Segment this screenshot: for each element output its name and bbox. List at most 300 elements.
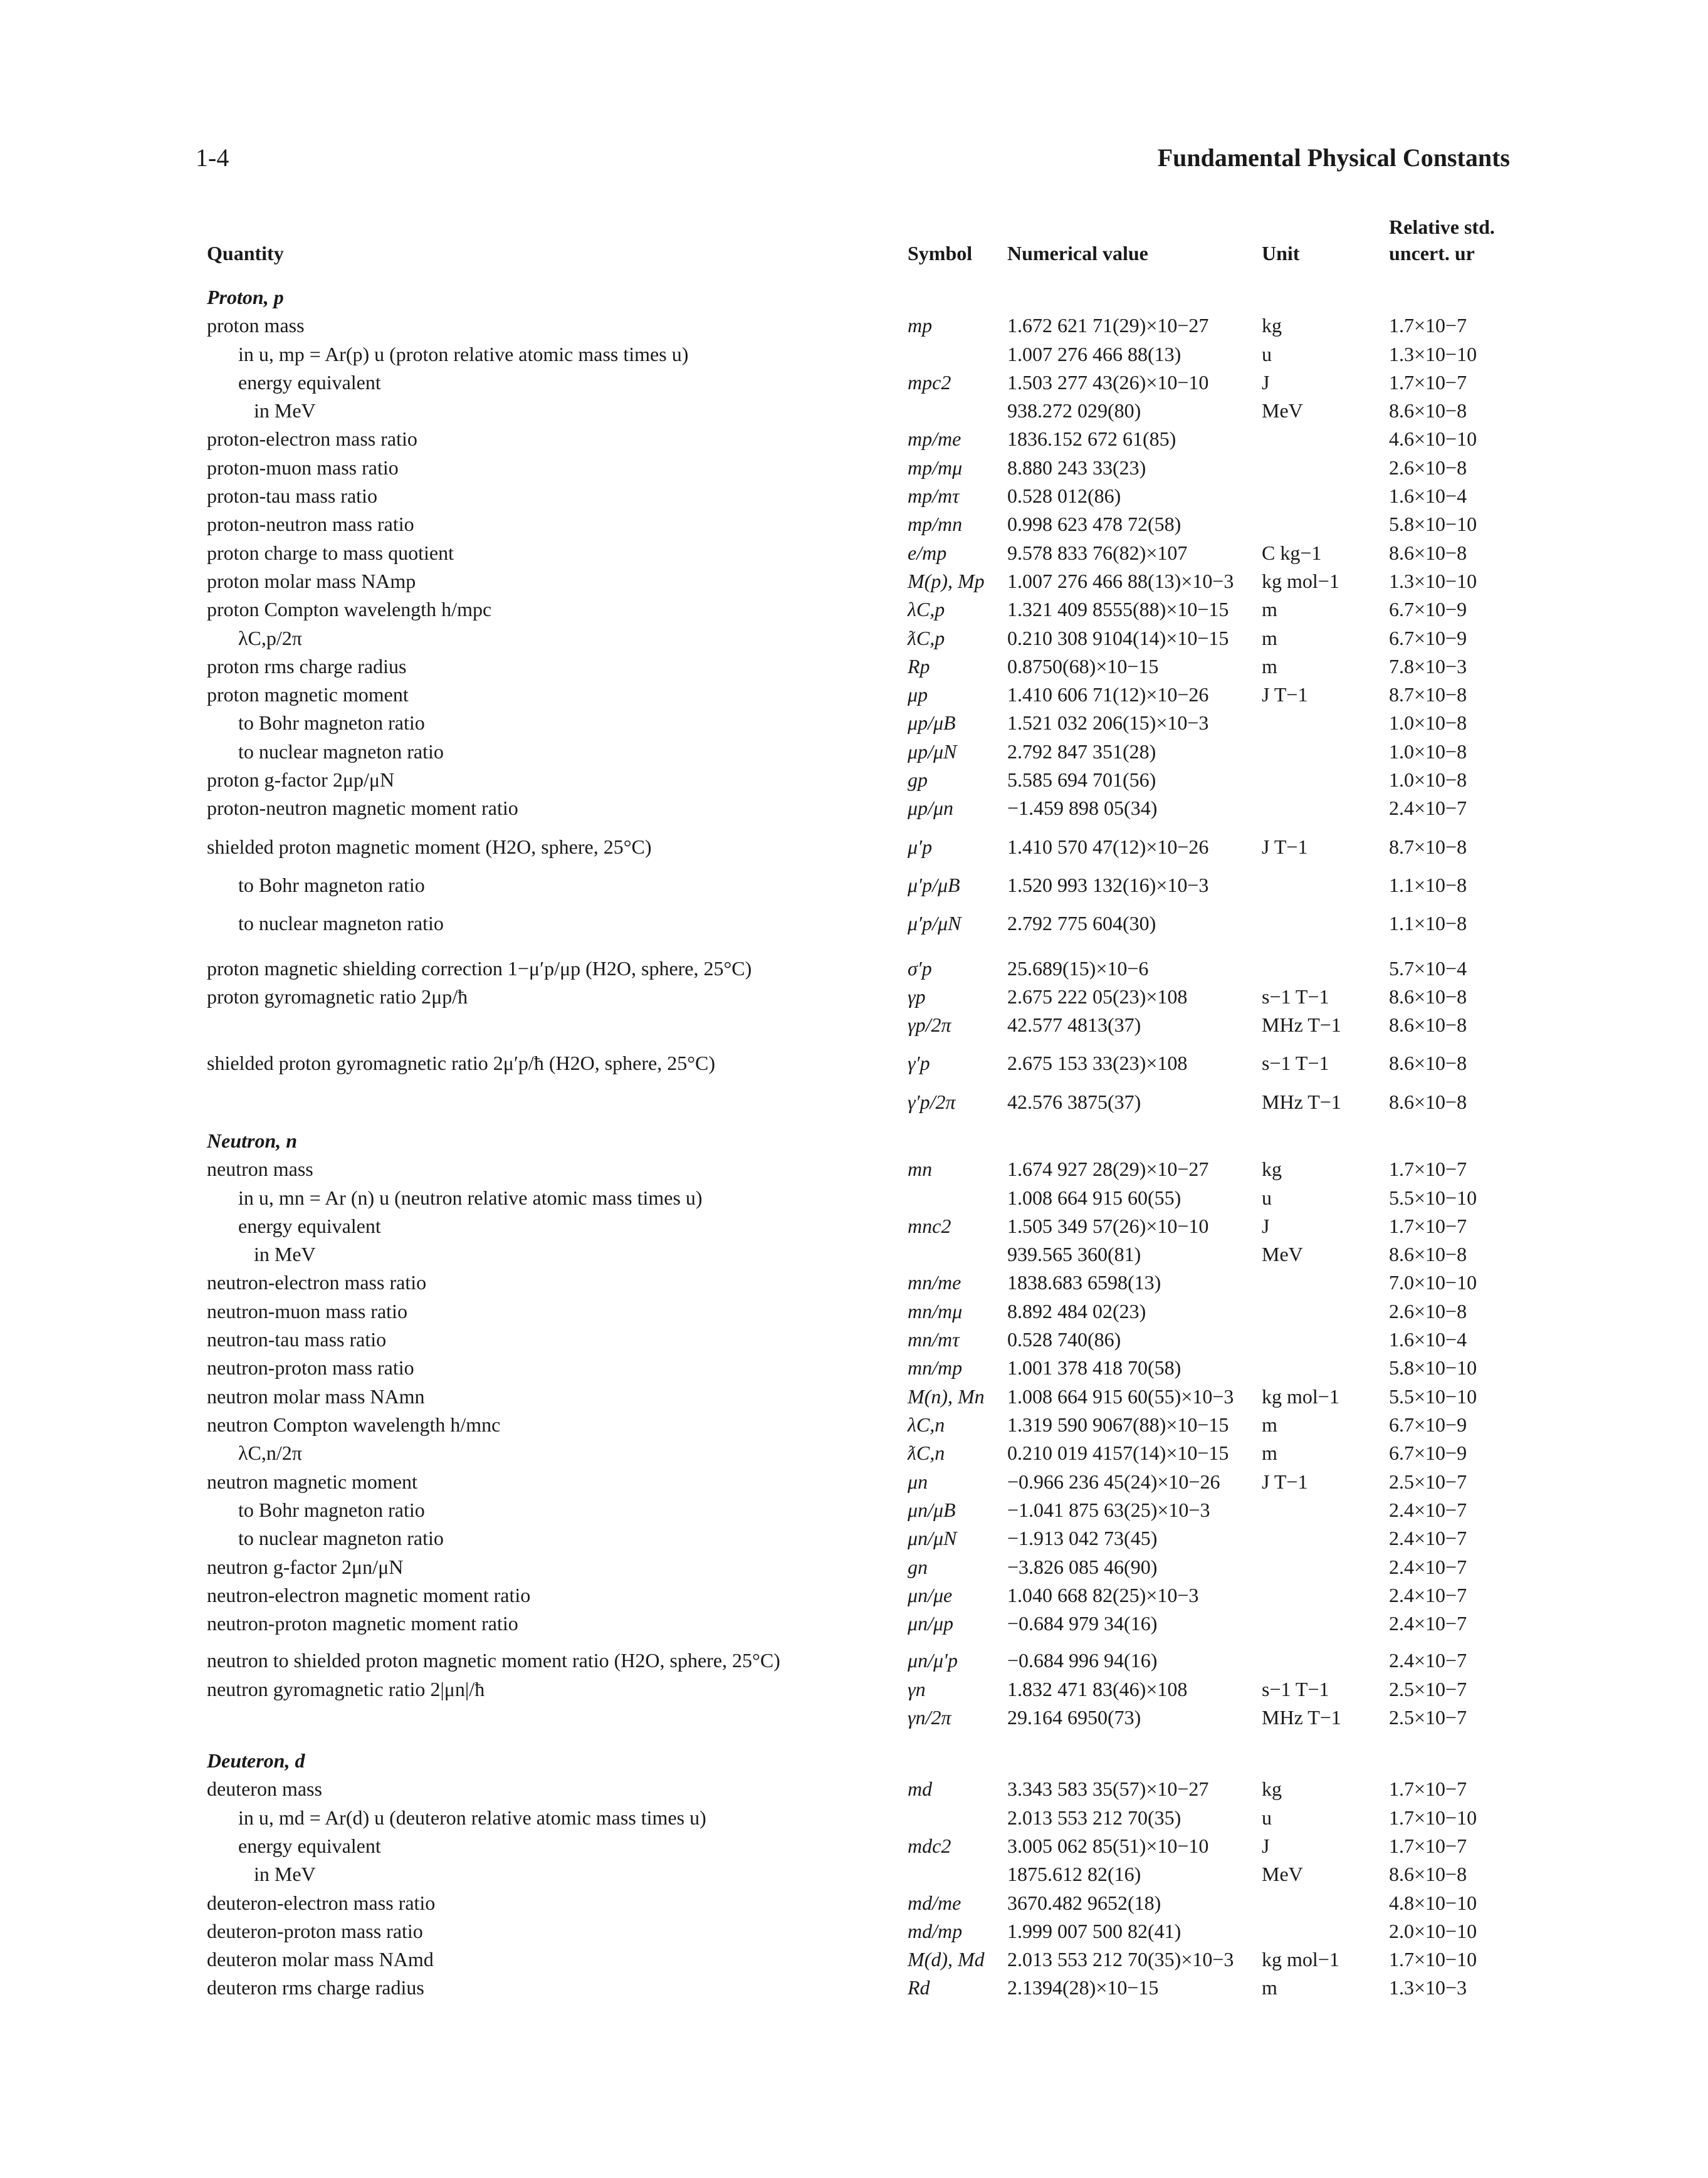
table-row — [0, 425, 1708, 453]
uncertainty-cell: 2.6×10−8 — [1389, 1300, 1467, 1322]
table-row — [0, 1297, 1708, 1325]
quantity-cell: in u, mn = Ar (n) u (neutron relative atomic mass times u) — [238, 1186, 703, 1209]
quantity-cell: in MeV — [254, 1863, 316, 1885]
value-cell: 2.1394(28)×10−15 — [1007, 1976, 1159, 1999]
table-row — [0, 1496, 1708, 1524]
quantity-cell: proton-electron mass ratio — [207, 427, 417, 450]
value-cell: 1.410 606 71(12)×10−26 — [1007, 683, 1209, 706]
value-cell: 3.005 062 85(51)×10−10 — [1007, 1835, 1209, 1857]
quantity-cell: in u, mp = Ar(p) u (proton relative atomic mass times u) — [238, 343, 689, 365]
unit-cell: m — [1262, 598, 1277, 620]
value-cell: 0.528 740(86) — [1007, 1328, 1121, 1351]
quantity-cell: proton-tau mass ratio — [207, 484, 377, 507]
value-cell: 1.410 570 47(12)×10−26 — [1007, 835, 1209, 858]
symbol-cell: md — [908, 1777, 933, 1800]
value-cell: 1.008 664 915 60(55) — [1007, 1186, 1181, 1209]
value-cell: 1875.612 82(16) — [1007, 1863, 1141, 1885]
value-cell: 3670.482 9652(18) — [1007, 1892, 1161, 1914]
quantity-cell: neutron magnetic moment — [207, 1470, 417, 1493]
quantity-cell: deuteron mass — [207, 1777, 322, 1800]
symbol-cell: μp — [908, 683, 928, 706]
uncertainty-cell: 6.7×10−9 — [1389, 1442, 1467, 1464]
value-cell: 2.792 775 604(30) — [1007, 912, 1156, 935]
header-uncert-line2: uncert. ur — [1389, 242, 1475, 264]
quantity-cell: neutron-electron magnetic moment ratio — [207, 1584, 531, 1606]
quantity-cell: in MeV — [254, 399, 316, 422]
uncertainty-cell: 8.6×10−8 — [1389, 542, 1467, 564]
unit-cell: MeV — [1262, 1863, 1303, 1885]
quantity-cell: neutron molar mass NAmn — [207, 1385, 425, 1408]
quantity-cell: in MeV — [254, 1243, 316, 1265]
table-row — [0, 1974, 1708, 2001]
symbol-cell: μn/μN — [908, 1527, 957, 1549]
symbol-cell: μn/μp — [908, 1612, 954, 1635]
symbol-cell: mn/mμ — [908, 1300, 963, 1322]
table-row — [0, 709, 1708, 736]
symbol-cell: mn/me — [908, 1271, 961, 1294]
symbol-cell: ƛC,p — [908, 627, 945, 649]
table-row — [0, 1088, 1708, 1116]
quantity-cell: deuteron rms charge radius — [207, 1976, 424, 1999]
uncertainty-cell: 5.7×10−4 — [1389, 957, 1467, 980]
value-cell: 8.880 243 33(23) — [1007, 456, 1146, 479]
table-row — [0, 1411, 1708, 1438]
unit-cell: u — [1262, 1186, 1272, 1209]
table-row — [0, 539, 1708, 567]
unit-cell: MeV — [1262, 399, 1303, 422]
header-unit: Unit — [1262, 242, 1300, 264]
table-row — [0, 1269, 1708, 1296]
unit-cell: MeV — [1262, 1243, 1303, 1265]
unit-cell: J — [1262, 1215, 1270, 1237]
symbol-cell: μn/μB — [908, 1499, 956, 1521]
value-cell: 1.001 378 418 70(58) — [1007, 1356, 1181, 1379]
table-row — [0, 1468, 1708, 1495]
quantity-cell: neutron mass — [207, 1158, 313, 1180]
uncertainty-cell: 1.6×10−4 — [1389, 1328, 1467, 1351]
unit-cell: m — [1262, 655, 1277, 678]
uncertainty-cell: 6.7×10−9 — [1389, 627, 1467, 649]
uncertainty-cell: 8.6×10−8 — [1389, 1243, 1467, 1265]
quantity-cell: to Bohr magneton ratio — [238, 711, 425, 734]
quantity-cell: deuteron-proton mass ratio — [207, 1920, 423, 1942]
unit-cell: MHz T−1 — [1262, 1706, 1341, 1729]
quantity-cell: proton magnetic moment — [207, 683, 409, 706]
table-row — [0, 1553, 1708, 1581]
uncertainty-cell: 7.0×10−10 — [1389, 1271, 1477, 1294]
table-row — [0, 624, 1708, 652]
value-cell: 1.503 277 43(26)×10−10 — [1007, 371, 1209, 394]
uncertainty-cell: 1.3×10−3 — [1389, 1976, 1467, 1999]
quantity-cell: proton-muon mass ratio — [207, 456, 399, 479]
quantity-cell: in u, md = Ar(d) u (deuteron relative atomic mass times u) — [238, 1806, 706, 1829]
uncertainty-cell: 8.6×10−8 — [1389, 1863, 1467, 1885]
uncertainty-cell: 1.7×10−10 — [1389, 1948, 1477, 1971]
uncertainty-cell: 4.6×10−10 — [1389, 427, 1477, 450]
uncertainty-cell: 2.4×10−7 — [1389, 1499, 1467, 1521]
value-cell: 1.007 276 466 88(13) — [1007, 343, 1181, 365]
unit-cell: s−1 T−1 — [1262, 985, 1329, 1008]
value-cell: −0.684 996 94(16) — [1007, 1649, 1158, 1672]
value-cell: 2.675 153 33(23)×108 — [1007, 1052, 1188, 1074]
quantity-cell: neutron-proton mass ratio — [207, 1356, 414, 1379]
symbol-cell: μ′p/μB — [908, 874, 960, 896]
symbol-cell: μp/μN — [908, 740, 957, 763]
quantity-cell: to nuclear magneton ratio — [238, 912, 444, 935]
value-cell: 1838.683 6598(13) — [1007, 1271, 1161, 1294]
symbol-cell: M(p), Mp — [908, 570, 985, 592]
quantity-cell: proton magnetic shielding correction 1−μ′p/μp (H2O, sphere, 25°C) — [207, 957, 752, 980]
symbol-cell: ƛC,n — [908, 1442, 945, 1464]
value-cell: 0.998 623 478 72(58) — [1007, 513, 1181, 535]
symbol-cell: mp/mμ — [908, 456, 963, 479]
value-cell: −0.684 979 34(16) — [1007, 1612, 1158, 1635]
uncertainty-cell: 6.7×10−9 — [1389, 1413, 1467, 1436]
unit-cell: J T−1 — [1262, 1470, 1308, 1493]
quantity-cell: proton Compton wavelength h/mpc — [207, 598, 492, 620]
uncertainty-cell: 7.8×10−3 — [1389, 655, 1467, 678]
value-cell: 42.577 4813(37) — [1007, 1013, 1141, 1036]
symbol-cell: μ′p/μN — [908, 912, 961, 935]
quantity-cell: neutron-muon mass ratio — [207, 1300, 407, 1322]
table-row — [0, 454, 1708, 481]
table-row — [0, 871, 1708, 899]
symbol-cell: mp/me — [908, 427, 961, 450]
uncertainty-cell: 5.8×10−10 — [1389, 1356, 1477, 1379]
quantity-cell: proton gyromagnetic ratio 2μp/ħ — [207, 985, 468, 1008]
value-cell: 1.007 276 466 88(13)×10−3 — [1007, 570, 1234, 592]
quantity-cell: shielded proton gyromagnetic ratio 2μ′p/ħ (H2O, sphere, 25°C) — [207, 1052, 715, 1074]
quantity-cell: proton g-factor 2μp/μN — [207, 768, 395, 791]
table-row — [0, 1184, 1708, 1212]
value-cell: 1.040 668 82(25)×10−3 — [1007, 1584, 1199, 1606]
uncertainty-cell: 2.4×10−7 — [1389, 1556, 1467, 1578]
uncertainty-cell: 5.5×10−10 — [1389, 1385, 1477, 1408]
unit-cell: J T−1 — [1262, 683, 1308, 706]
uncertainty-cell: 1.7×10−7 — [1389, 314, 1467, 337]
table-row — [0, 595, 1708, 623]
symbol-cell: mp/mn — [908, 513, 963, 535]
quantity-cell: neutron-proton magnetic moment ratio — [207, 1612, 518, 1635]
unit-cell: kg mol−1 — [1262, 570, 1339, 592]
value-cell: −0.966 236 45(24)×10−26 — [1007, 1470, 1220, 1493]
value-cell: 0.8750(68)×10−15 — [1007, 655, 1159, 678]
quantity-cell: neutron-tau mass ratio — [207, 1328, 387, 1351]
unit-cell: MHz T−1 — [1262, 1091, 1341, 1113]
quantity-cell: proton-neutron mass ratio — [207, 513, 414, 535]
unit-cell: u — [1262, 343, 1272, 365]
value-cell: 0.210 308 9104(14)×10−15 — [1007, 627, 1229, 649]
quantity-cell: energy equivalent — [238, 1215, 381, 1237]
header-symbol: Symbol — [908, 242, 973, 264]
table-row — [0, 1832, 1708, 1860]
quantity-cell: proton rms charge radius — [207, 655, 407, 678]
uncertainty-cell: 1.3×10−10 — [1389, 570, 1477, 592]
symbol-cell: md/me — [908, 1892, 961, 1914]
uncertainty-cell: 1.7×10−7 — [1389, 1215, 1467, 1237]
symbol-cell: M(d), Md — [908, 1948, 985, 1971]
value-cell: 9.578 833 76(82)×107 — [1007, 542, 1188, 564]
table-row — [0, 1011, 1708, 1039]
symbol-cell: mnc2 — [908, 1215, 951, 1237]
uncertainty-cell: 1.1×10−8 — [1389, 874, 1467, 896]
value-cell: 0.210 019 4157(14)×10−15 — [1007, 1442, 1229, 1464]
value-cell: 1.674 927 28(29)×10−27 — [1007, 1158, 1209, 1180]
table-row — [0, 1610, 1708, 1637]
uncertainty-cell: 4.8×10−10 — [1389, 1892, 1477, 1914]
uncertainty-cell: 1.7×10−7 — [1389, 371, 1467, 394]
table-row — [0, 1524, 1708, 1552]
unit-cell: kg — [1262, 1777, 1282, 1800]
symbol-cell: mp — [908, 314, 933, 337]
symbol-cell: mpc2 — [908, 371, 951, 394]
value-cell: 1.521 032 206(15)×10−3 — [1007, 711, 1209, 734]
value-cell: −1.459 898 05(34) — [1007, 797, 1158, 819]
table-row — [0, 1647, 1708, 1674]
symbol-cell: σ′p — [908, 957, 932, 980]
symbol-cell: μ′p — [908, 835, 933, 858]
symbol-cell: e/mp — [908, 542, 947, 564]
table-row — [0, 909, 1708, 937]
quantity-cell: proton-neutron magnetic moment ratio — [207, 797, 518, 819]
header-uncert-line1: Relative std. — [1389, 216, 1495, 238]
unit-cell: C kg−1 — [1262, 542, 1322, 564]
table-row — [0, 1804, 1708, 1831]
symbol-cell: λC,n — [908, 1413, 945, 1436]
uncertainty-cell: 1.6×10−4 — [1389, 484, 1467, 507]
unit-cell: u — [1262, 1806, 1272, 1829]
table-row — [0, 681, 1708, 708]
value-cell: 2.013 553 212 70(35) — [1007, 1806, 1181, 1829]
unit-cell: m — [1262, 1413, 1277, 1436]
table-row — [0, 738, 1708, 765]
table-row — [0, 1212, 1708, 1240]
uncertainty-cell: 1.7×10−7 — [1389, 1835, 1467, 1857]
symbol-cell: gp — [908, 768, 928, 791]
table-row — [0, 312, 1708, 339]
uncertainty-cell: 8.6×10−8 — [1389, 1013, 1467, 1036]
symbol-cell: gn — [908, 1556, 928, 1578]
table-row — [0, 1675, 1708, 1703]
quantity-cell: shielded proton magnetic moment (H2O, sphere, 25°C) — [207, 835, 652, 858]
unit-cell: J — [1262, 371, 1270, 394]
value-cell: 1836.152 672 61(85) — [1007, 427, 1176, 450]
table-row — [0, 1326, 1708, 1353]
symbol-cell: μp/μB — [908, 711, 956, 734]
quantity-cell: λC,n/2π — [238, 1442, 302, 1464]
table-row — [0, 794, 1708, 822]
value-cell: 938.272 029(80) — [1007, 399, 1141, 422]
symbol-cell: mn/mp — [908, 1356, 963, 1379]
unit-cell: kg mol−1 — [1262, 1948, 1339, 1971]
symbol-cell: mp/mτ — [908, 484, 960, 507]
value-cell: 1.319 590 9067(88)×10−15 — [1007, 1413, 1229, 1436]
symbol-cell: γp — [908, 985, 926, 1008]
uncertainty-cell: 2.4×10−7 — [1389, 1527, 1467, 1549]
symbol-cell: Rd — [908, 1976, 930, 1999]
table-row — [0, 1383, 1708, 1410]
table-row — [0, 1704, 1708, 1731]
uncertainty-cell: 1.7×10−7 — [1389, 1158, 1467, 1180]
uncertainty-cell: 1.0×10−8 — [1389, 711, 1467, 734]
value-cell: 3.343 583 35(57)×10−27 — [1007, 1777, 1209, 1800]
quantity-cell: proton molar mass NAmp — [207, 570, 416, 592]
symbol-cell: γ′p/2π — [908, 1091, 956, 1113]
value-cell: −1.913 042 73(45) — [1007, 1527, 1158, 1549]
quantity-cell: λC,p/2π — [238, 627, 302, 649]
table-row — [0, 1889, 1708, 1917]
value-cell: 2.013 553 212 70(35)×10−3 — [1007, 1948, 1234, 1971]
symbol-cell: mn/mτ — [908, 1328, 960, 1351]
uncertainty-cell: 2.6×10−8 — [1389, 456, 1467, 479]
value-cell: 5.585 694 701(56) — [1007, 768, 1156, 791]
uncertainty-cell: 2.0×10−10 — [1389, 1920, 1477, 1942]
uncertainty-cell: 2.5×10−7 — [1389, 1678, 1467, 1700]
value-cell: 1.008 664 915 60(55)×10−3 — [1007, 1385, 1234, 1408]
value-cell: 1.672 621 71(29)×10−27 — [1007, 314, 1209, 337]
symbol-cell: md/mp — [908, 1920, 963, 1942]
unit-cell: kg mol−1 — [1262, 1385, 1339, 1408]
quantity-cell: neutron to shielded proton magnetic moment ratio (H2O, sphere, 25°C) — [207, 1649, 780, 1672]
page-number: 1-4 — [196, 144, 229, 172]
uncertainty-cell: 2.5×10−7 — [1389, 1706, 1467, 1729]
quantity-cell: neutron Compton wavelength h/mnc — [207, 1413, 501, 1436]
uncertainty-cell: 1.7×10−10 — [1389, 1806, 1477, 1829]
unit-cell: m — [1262, 1976, 1277, 1999]
value-cell: −3.826 085 46(90) — [1007, 1556, 1158, 1578]
uncertainty-cell: 6.7×10−9 — [1389, 598, 1467, 620]
value-cell: −1.041 875 63(25)×10−3 — [1007, 1499, 1210, 1521]
unit-cell: kg — [1262, 1158, 1282, 1180]
table-row — [0, 1354, 1708, 1381]
value-cell: 2.675 222 05(23)×108 — [1007, 985, 1188, 1008]
unit-cell: s−1 T−1 — [1262, 1052, 1329, 1074]
symbol-cell: mdc2 — [908, 1835, 951, 1857]
uncertainty-cell: 5.8×10−10 — [1389, 513, 1477, 535]
table-row — [0, 1155, 1708, 1183]
value-cell: 1.832 471 83(46)×108 — [1007, 1678, 1188, 1700]
table-row — [0, 955, 1708, 982]
value-cell: 8.892 484 02(23) — [1007, 1300, 1146, 1322]
unit-cell: J T−1 — [1262, 835, 1308, 858]
section-title: Deuteron, d — [207, 1749, 305, 1772]
quantity-cell: to Bohr magneton ratio — [238, 874, 425, 896]
symbol-cell: μp/μn — [908, 797, 954, 819]
symbol-cell: mn — [908, 1158, 933, 1180]
table-row — [0, 1917, 1708, 1945]
value-cell: 25.689(15)×10−6 — [1007, 957, 1149, 980]
value-cell: 1.321 409 8555(88)×10−15 — [1007, 598, 1229, 620]
uncertainty-cell: 8.7×10−8 — [1389, 683, 1467, 706]
uncertainty-cell: 1.3×10−10 — [1389, 343, 1477, 365]
uncertainty-cell: 8.6×10−8 — [1389, 985, 1467, 1008]
unit-cell: m — [1262, 627, 1277, 649]
table-row — [0, 766, 1708, 793]
table-row — [0, 369, 1708, 396]
header-quantity: Quantity — [207, 242, 284, 264]
quantity-cell: energy equivalent — [238, 371, 381, 394]
quantity-cell: proton mass — [207, 314, 305, 337]
uncertainty-cell: 1.0×10−8 — [1389, 768, 1467, 791]
unit-cell: J — [1262, 1835, 1270, 1857]
uncertainty-cell: 1.1×10−8 — [1389, 912, 1467, 935]
table-row — [0, 482, 1708, 510]
quantity-cell: deuteron-electron mass ratio — [207, 1892, 436, 1914]
symbol-cell: γn — [908, 1678, 926, 1700]
symbol-cell: M(n), Mn — [908, 1385, 985, 1408]
quantity-cell: neutron g-factor 2μn/μN — [207, 1556, 404, 1578]
value-cell: 1.520 993 132(16)×10−3 — [1007, 874, 1209, 896]
value-cell: 1.999 007 500 82(41) — [1007, 1920, 1181, 1942]
section-title: Proton, p — [207, 286, 284, 308]
symbol-cell: λC,p — [908, 598, 945, 620]
table-row — [0, 652, 1708, 680]
uncertainty-cell: 8.6×10−8 — [1389, 399, 1467, 422]
unit-cell: m — [1262, 1442, 1277, 1464]
table-row — [0, 510, 1708, 538]
table-row — [0, 1439, 1708, 1467]
page-title: Fundamental Physical Constants — [1157, 144, 1510, 172]
section-title: Neutron, n — [207, 1129, 298, 1152]
quantity-cell: to Bohr magneton ratio — [238, 1499, 425, 1521]
unit-cell: kg — [1262, 314, 1282, 337]
symbol-cell: μn/μ′p — [908, 1649, 958, 1672]
symbol-cell: Rp — [908, 655, 930, 678]
uncertainty-cell: 2.4×10−7 — [1389, 797, 1467, 819]
uncertainty-cell: 8.7×10−8 — [1389, 835, 1467, 858]
symbol-cell: γ′p — [908, 1052, 930, 1074]
symbol-cell: μn — [908, 1470, 928, 1493]
value-cell: 2.792 847 351(28) — [1007, 740, 1156, 763]
symbol-cell: γp/2π — [908, 1013, 951, 1036]
table-row — [0, 833, 1708, 861]
symbol-cell: γn/2π — [908, 1706, 951, 1729]
value-cell: 939.565 360(81) — [1007, 1243, 1141, 1265]
table-row — [0, 1775, 1708, 1803]
uncertainty-cell: 2.5×10−7 — [1389, 1470, 1467, 1493]
table-row — [0, 567, 1708, 595]
uncertainty-cell: 5.5×10−10 — [1389, 1186, 1477, 1209]
table-row — [0, 1860, 1708, 1888]
quantity-cell: neutron-electron mass ratio — [207, 1271, 427, 1294]
table-row — [0, 397, 1708, 424]
uncertainty-cell: 2.4×10−7 — [1389, 1612, 1467, 1635]
quantity-cell: deuteron molar mass NAmd — [207, 1948, 434, 1971]
uncertainty-cell: 8.6×10−8 — [1389, 1091, 1467, 1113]
symbol-cell: μn/μe — [908, 1584, 953, 1606]
table-row — [0, 1049, 1708, 1077]
uncertainty-cell: 8.6×10−8 — [1389, 1052, 1467, 1074]
quantity-cell: proton charge to mass quotient — [207, 542, 454, 564]
uncertainty-cell: 2.4×10−7 — [1389, 1649, 1467, 1672]
header-value: Numerical value — [1007, 242, 1148, 264]
value-cell: 29.164 6950(73) — [1007, 1706, 1141, 1729]
uncertainty-cell: 1.7×10−7 — [1389, 1777, 1467, 1800]
unit-cell: MHz T−1 — [1262, 1013, 1341, 1036]
table-row — [0, 1581, 1708, 1609]
table-row — [0, 340, 1708, 368]
uncertainty-cell: 1.0×10−8 — [1389, 740, 1467, 763]
quantity-cell: neutron gyromagnetic ratio 2|μn|/ħ — [207, 1678, 485, 1700]
quantity-cell: to nuclear magneton ratio — [238, 740, 444, 763]
unit-cell: s−1 T−1 — [1262, 1678, 1329, 1700]
table-row — [0, 1945, 1708, 1973]
value-cell: 0.528 012(86) — [1007, 484, 1121, 507]
quantity-cell: energy equivalent — [238, 1835, 381, 1857]
table-row — [0, 983, 1708, 1010]
value-cell: 1.505 349 57(26)×10−10 — [1007, 1215, 1209, 1237]
uncertainty-cell: 2.4×10−7 — [1389, 1584, 1467, 1606]
